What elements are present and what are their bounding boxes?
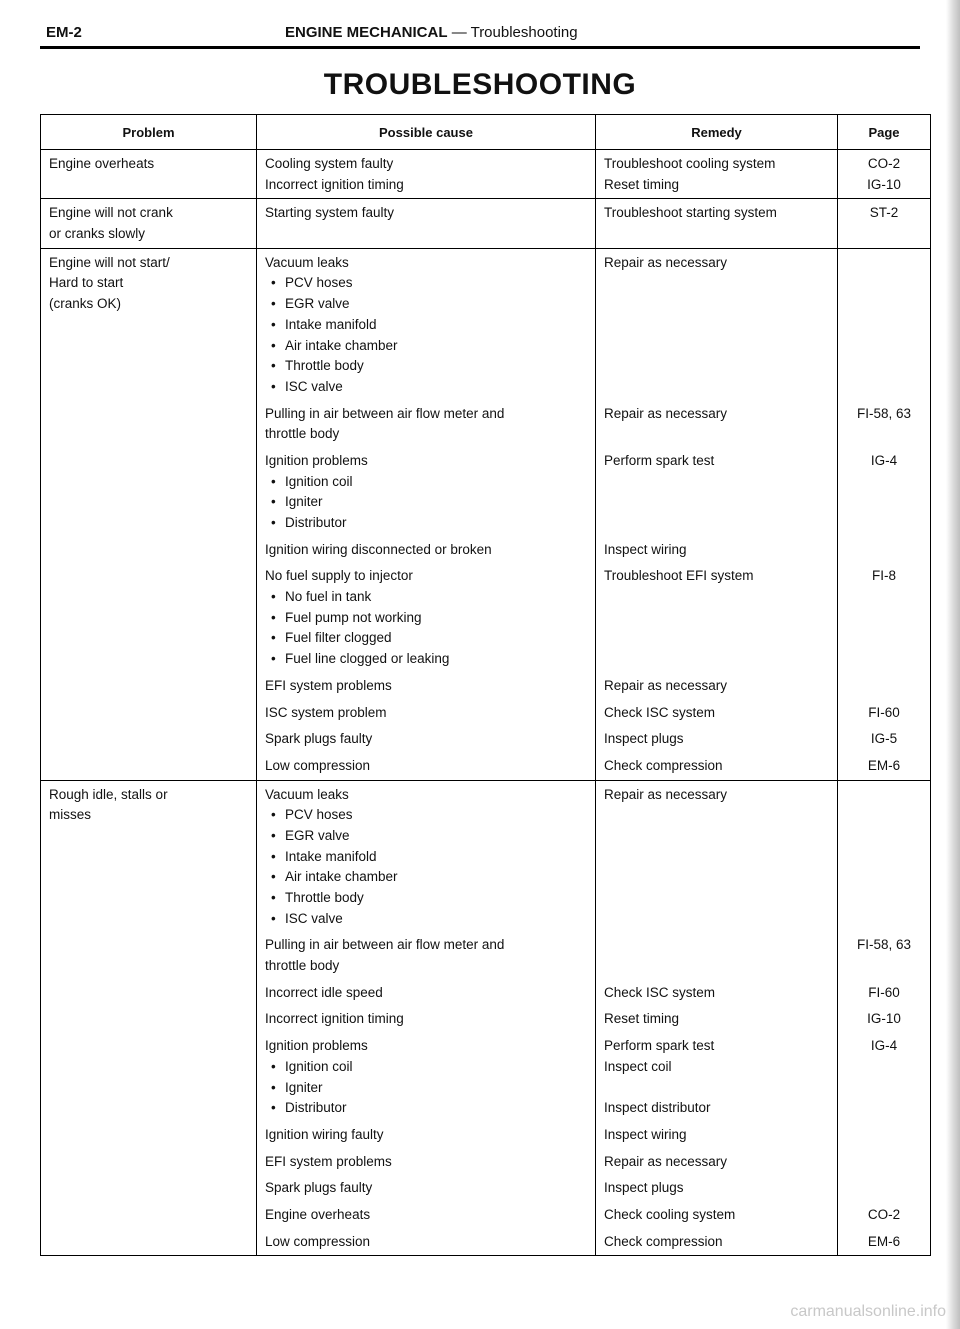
cause-line: Incorrect idle speed <box>265 984 383 1000</box>
cause-line: No fuel supply to injector <box>265 568 413 584</box>
cell-remedy <box>596 780 838 1256</box>
remedy-line: Inspect distributor <box>604 1100 711 1116</box>
problem-line: misses <box>49 807 92 823</box>
empty-line <box>840 676 928 697</box>
table-header-row <box>41 115 931 150</box>
cause-line: throttle body <box>265 426 340 442</box>
problem-line: Hard to start <box>49 275 124 291</box>
remedy-line: Inspect plugs <box>604 1180 684 1196</box>
empty-line <box>840 867 928 888</box>
remedy-line: Inspect coil <box>604 1058 672 1074</box>
page-line: IG-5 <box>870 731 898 747</box>
cause-line: Ignition problems <box>265 452 368 468</box>
empty-line <box>840 1125 928 1146</box>
cell-page <box>838 248 931 780</box>
empty-line <box>840 356 928 377</box>
page-line: FI-60 <box>868 704 900 720</box>
page-line: CO-2 <box>867 1206 901 1222</box>
empty-line <box>840 472 928 493</box>
empty-line <box>840 424 928 445</box>
watermark: carmanualsonline.info <box>790 1303 946 1320</box>
remedy-line: Reset timing <box>604 1011 680 1027</box>
cell-problem <box>41 248 257 780</box>
page-line: EM-6 <box>867 1233 901 1249</box>
cause-line: Vacuum leaks <box>265 254 349 270</box>
problem-line: Engine will not crank <box>49 205 173 221</box>
empty-line <box>840 649 928 670</box>
remedy-line: Inspect plugs <box>604 731 684 747</box>
empty-line <box>840 628 928 649</box>
page-line: FI-8 <box>871 568 896 584</box>
remedy-line: Repair as necessary <box>604 786 728 802</box>
empty-line <box>604 336 829 357</box>
cell-remedy <box>596 150 838 199</box>
cause-bullet-item: • Fuel line clogged or leaking <box>265 649 587 670</box>
cell-remedy <box>596 248 838 780</box>
empty-line <box>604 608 829 629</box>
empty-line <box>840 826 928 847</box>
empty-line <box>840 1057 928 1078</box>
remedy-line: Check compression <box>604 757 723 773</box>
cause-line: Cooling system faulty <box>265 156 394 171</box>
cell-cause <box>257 150 596 199</box>
cause-bullet-item: • Throttle body <box>265 888 587 909</box>
remedy-line: Check ISC system <box>604 704 716 720</box>
cause-bullet-item: • No fuel in tank <box>265 587 587 608</box>
cause-line: Vacuum leaks <box>265 786 349 802</box>
cell-remedy <box>596 199 838 248</box>
cause-line: Spark plugs faulty <box>265 731 373 747</box>
cause-line: Ignition wiring faulty <box>265 1126 384 1142</box>
cause-bullet-item: • PCV hoses <box>265 805 587 826</box>
page-title: TROUBLESHOOTING <box>323 68 637 101</box>
page-line: ST-2 <box>869 205 899 221</box>
remedy-line: Perform spark test <box>604 452 715 468</box>
empty-line <box>840 888 928 909</box>
empty-line <box>840 253 928 274</box>
problem-line: (cranks OK) <box>49 296 122 312</box>
section-name: ENGINE MECHANICAL <box>285 24 448 41</box>
empty-line <box>840 608 928 629</box>
cause-bullet-item: • Air intake chamber <box>265 867 587 888</box>
cause-bullet-item: • Fuel pump not working <box>265 608 587 629</box>
remedy-line: Check compression <box>604 1233 723 1249</box>
empty-line <box>840 1178 928 1199</box>
empty-line <box>840 805 928 826</box>
empty-line <box>604 377 829 398</box>
cell-cause <box>257 248 596 780</box>
cause-bullet-item: • Intake manifold <box>265 315 587 336</box>
cell-cause <box>257 199 596 248</box>
page-line: IG-10 <box>867 1011 901 1027</box>
empty-line <box>604 826 829 847</box>
column-header-page: Page <box>838 115 931 150</box>
running-title <box>285 24 578 41</box>
problem-line: or cranks slowly <box>49 226 146 242</box>
empty-line <box>604 315 829 336</box>
empty-line <box>604 587 829 608</box>
cause-bullet-item: • ISC valve <box>265 909 587 930</box>
cell-problem <box>41 780 257 1256</box>
empty-line <box>840 294 928 315</box>
empty-line <box>840 315 928 336</box>
remedy-line: Repair as necessary <box>604 254 728 270</box>
empty-line <box>840 847 928 868</box>
remedy-line: Inspect wiring <box>604 541 687 557</box>
column-header-remedy: Remedy <box>596 115 838 150</box>
empty-line <box>840 1152 928 1173</box>
empty-line <box>840 492 928 513</box>
page-line: IG-4 <box>870 452 898 468</box>
empty-line <box>604 294 829 315</box>
empty-line <box>604 472 829 493</box>
page-line: FI-60 <box>868 984 900 1000</box>
page-edge-shadow <box>946 0 960 1329</box>
header-rule <box>40 46 920 49</box>
cause-line: EFI system problems <box>265 677 392 693</box>
empty-line <box>840 956 928 977</box>
cause-bullet-item: • EGR valve <box>265 826 587 847</box>
cause-line: Incorrect ignition timing <box>265 1011 404 1027</box>
cause-line: Ignition problems <box>265 1038 368 1054</box>
cause-bullet-item: • Throttle body <box>265 356 587 377</box>
empty-line <box>604 513 829 534</box>
table-row <box>41 248 931 780</box>
table-row <box>41 199 931 248</box>
problem-line: Engine will not start/ <box>49 254 170 270</box>
page-line: FI-58, 63 <box>856 405 912 421</box>
cause-line: Low compression <box>265 1233 371 1249</box>
cell-page <box>838 780 931 1256</box>
cause-bullet-item: • Ignition coil <box>265 472 587 493</box>
problem-line: Engine overheats <box>49 156 155 171</box>
cause-bullet-item: • Distributor <box>265 513 587 534</box>
empty-line <box>604 492 829 513</box>
empty-line <box>840 540 928 561</box>
cause-line: throttle body <box>265 958 340 974</box>
cause-line: Spark plugs faulty <box>265 1180 373 1196</box>
cause-line: Incorrect ignition timing <box>265 176 404 192</box>
empty-line <box>840 785 928 806</box>
empty-line <box>604 935 829 956</box>
troubleshooting-table <box>40 114 931 1256</box>
empty-line <box>604 956 829 977</box>
cause-line: Starting system faulty <box>265 205 395 221</box>
remedy-line: Perform spark test <box>604 1038 715 1054</box>
cell-problem <box>41 150 257 199</box>
remedy-line: Inspect wiring <box>604 1126 687 1142</box>
remedy-line: Troubleshoot cooling system <box>604 156 776 171</box>
cause-line: Ignition wiring disconnected or broken <box>265 541 492 557</box>
empty-line <box>604 909 829 930</box>
cause-bullet-item: • Igniter <box>265 1078 587 1099</box>
remedy-line: Reset timing <box>604 176 680 192</box>
empty-line <box>604 649 829 670</box>
cell-page <box>838 199 931 248</box>
remedy-line: Check cooling system <box>604 1206 736 1222</box>
page-code: EM-2 <box>46 24 82 41</box>
page-line: IG-4 <box>870 1038 898 1054</box>
empty-line <box>604 1078 829 1099</box>
table-row <box>41 780 931 1256</box>
table-body <box>41 150 931 1256</box>
remedy-line: Repair as necessary <box>604 405 728 421</box>
cause-bullet-item: • EGR valve <box>265 294 587 315</box>
empty-line <box>604 888 829 909</box>
cause-line: EFI system problems <box>265 1153 392 1169</box>
cause-bullet-item: • Igniter <box>265 492 587 513</box>
subsection-name: — Troubleshooting <box>451 24 578 41</box>
page-line: EM-6 <box>867 757 901 773</box>
cause-bullet-item: • Air intake chamber <box>265 336 587 357</box>
empty-line <box>840 273 928 294</box>
empty-line <box>604 805 829 826</box>
empty-line <box>604 847 829 868</box>
remedy-line: Repair as necessary <box>604 1153 728 1169</box>
cause-bullet-item: • Distributor <box>265 1098 587 1119</box>
empty-line <box>604 628 829 649</box>
empty-line <box>840 1098 928 1119</box>
cause-line: Pulling in air between air flow meter and <box>265 405 505 421</box>
remedy-line: Troubleshoot starting system <box>604 205 777 221</box>
column-header-problem: Problem <box>41 115 257 150</box>
remedy-line: Repair as necessary <box>604 677 728 693</box>
cause-line: Low compression <box>265 757 371 773</box>
page-line: FI-58, 63 <box>856 937 912 953</box>
page-line: CO-2 <box>867 156 901 171</box>
cell-problem <box>41 199 257 248</box>
empty-line <box>604 356 829 377</box>
page-line: IG-10 <box>867 176 901 192</box>
remedy-line: Troubleshoot EFI system <box>604 568 754 584</box>
cause-line: ISC system problem <box>265 704 387 720</box>
empty-line <box>840 1078 928 1099</box>
remedy-line: Check ISC system <box>604 984 716 1000</box>
empty-line <box>840 336 928 357</box>
cause-line: Pulling in air between air flow meter and <box>265 937 505 953</box>
empty-line <box>604 424 829 445</box>
cause-bullet-item: • Fuel filter clogged <box>265 628 587 649</box>
column-header-cause: Possible cause <box>257 115 596 150</box>
cell-page <box>838 150 931 199</box>
cause-bullet-item: • ISC valve <box>265 377 587 398</box>
page-header <box>40 20 920 48</box>
empty-line <box>840 909 928 930</box>
problem-line: Rough idle, stalls or <box>49 786 168 802</box>
table-row <box>41 150 931 199</box>
cause-bullet-item: • PCV hoses <box>265 273 587 294</box>
cause-bullet-item: • Ignition coil <box>265 1057 587 1078</box>
cause-bullet-item: • Intake manifold <box>265 847 587 868</box>
empty-line <box>604 273 829 294</box>
empty-line <box>840 587 928 608</box>
empty-line <box>840 377 928 398</box>
cell-cause <box>257 780 596 1256</box>
cause-line: Engine overheats <box>265 1206 371 1222</box>
empty-line <box>604 867 829 888</box>
empty-line <box>840 513 928 534</box>
